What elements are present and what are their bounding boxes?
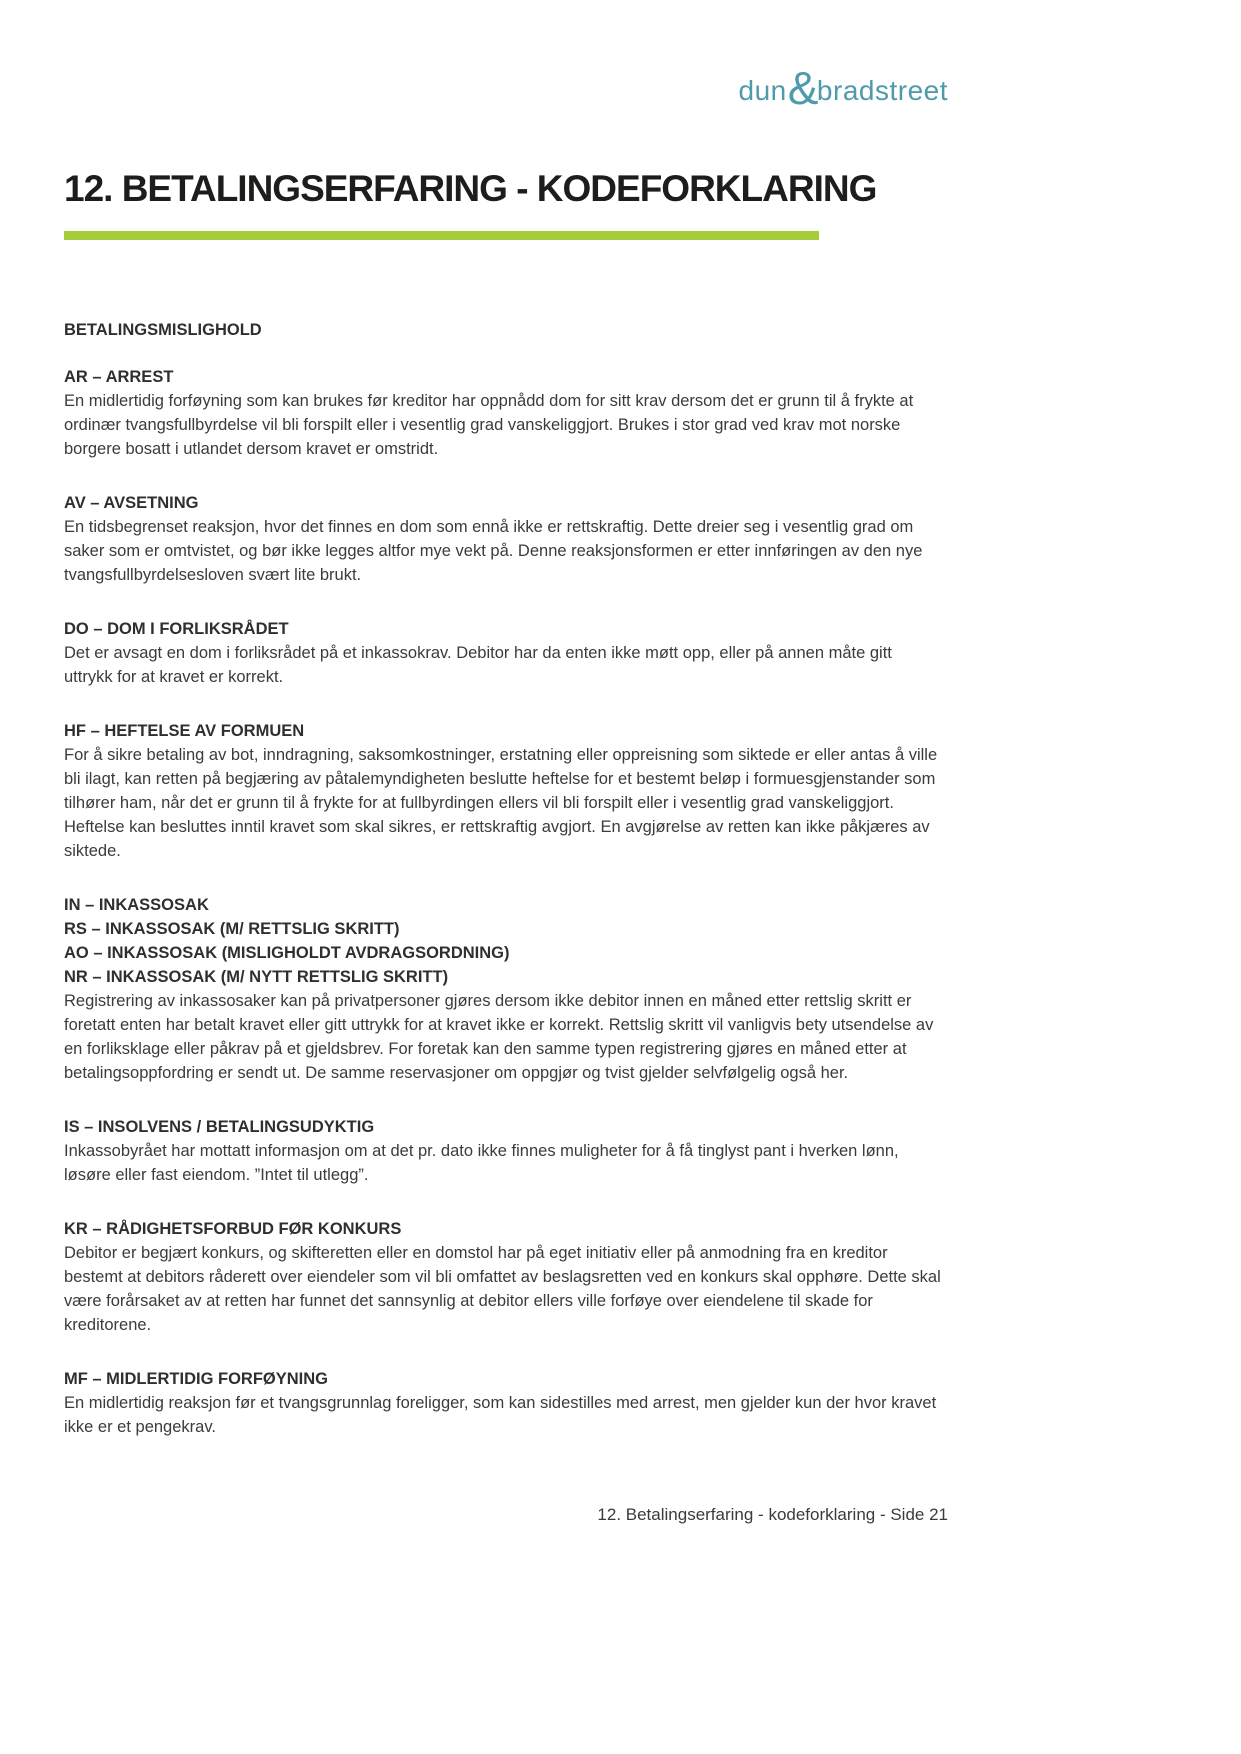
code-section-AV [64, 491, 942, 587]
section-heading: MF – MIDLERTIDIG FORFØYNING [64, 1370, 328, 1388]
section-heading: DO – DOM I FORLIKSRÅDET [64, 620, 289, 638]
logo-ampersand-icon: & [787, 62, 819, 114]
section-heading: RS – INKASSOSAK (M/ RETTSLIG SKRITT) [64, 920, 400, 938]
section-body: Inkassobyrået har mottatt informasjon om at det pr. dato ikke finnes muligheter for å få tinglyst pant i hverken lønn, løsøre eller fast eiendom. ”Intet til utlegg”. [64, 1142, 899, 1184]
code-section-MF [64, 1367, 942, 1439]
section-heading: AR – ARREST [64, 368, 174, 386]
section-heading: IN – INKASSOSAK [64, 896, 209, 914]
code-section-DO [64, 617, 942, 689]
logo-text-bradstreet: bradstreet [816, 75, 948, 106]
section-heading: AV – AVSETNING [64, 494, 199, 512]
code-section-KR [64, 1217, 942, 1337]
title-underline-bar [64, 231, 819, 240]
section-body: En tidsbegrenset reaksjon, hvor det finnes en dom som ennå ikke er rettskraftig. Dette dreier seg i vesentlig grad om saker som er omtvistet, og bør ikke legges altfor mye vekt på. Denne reaksjonsformen er etter innføringen av den nye tvangsfullbyrdelsesloven svært lite brukt. [64, 518, 923, 584]
section-body: Det er avsagt en dom i forliksrådet på et inkassokrav. Debitor har da enten ikke møtt opp, eller på annen måte gitt uttrykk for at kravet er korrekt. [64, 644, 892, 686]
document-body [64, 318, 942, 1469]
dun-bradstreet-logo [738, 62, 948, 114]
section-body: En midlertidig reaksjon før et tvangsgrunnlag foreligger, som kan sidestilles med arrest, men gjelder kun der hvor kravet ikke er et pengekrav. [64, 1394, 937, 1436]
section-body: Registrering av inkassosaker kan på privatpersoner gjøres dersom ikke debitor innen en måned etter rettslig skritt er foretatt enten har betalt kravet eller gitt uttrykk for at kravet ikke er korrekt. Rettslig skritt vil vanligvis bety utsendelse av en forliksklage eller påkrav på et gjeldsbrev. For foretak kan den samme typen registrering gjøres en måned etter at betalingsoppfordring er sendt ut. De samme reservasjoner om oppgjør og tvist gjelder selvfølgelig også her. [64, 992, 934, 1082]
logo-text-dun: dun [738, 75, 787, 106]
code-section-IS [64, 1115, 942, 1187]
section-body: En midlertidig forføyning som kan brukes før kreditor har oppnådd dom for sitt krav dersom det er grunn til å frykte at ordinær tvangsfullbyrdelse vil bli forspilt eller i vesentlig grad vanskeliggjort. Brukes i stor grad ved krav mot norske borgere bosatt i utlandet dersom kravet er omstridt. [64, 392, 914, 458]
page-title: 12. BETALINGSERFARING - KODEFORKLARING [64, 168, 877, 209]
section-heading: KR – RÅDIGHETSFORBUD FØR KONKURS [64, 1220, 402, 1238]
section-heading: AO – INKASSOSAK (MISLIGHOLDT AVDRAGSORDNING) [64, 944, 510, 962]
code-section-HF [64, 719, 942, 863]
code-section-IN-RS-AO-NR [64, 893, 942, 1085]
section-heading: NR – INKASSOSAK (M/ NYTT RETTSLIG SKRITT) [64, 968, 449, 986]
page-footer: 12. Betalingserfaring - kodeforklaring - Side 21 [597, 1505, 948, 1524]
section-heading: IS – INSOLVENS / BETALINGSUDYKTIG [64, 1118, 375, 1136]
code-section-AR [64, 365, 942, 461]
section-body: Debitor er begjært konkurs, og skifteretten eller en domstol har på eget initiativ eller på anmodning fra en kreditor bestemt at debitors råderett over eiendeler som vil bli omfattet av beslagsretten ved en konkurs skal opphøre. Dette skal være forårsaket av at retten har funnet det sannsynlig at debitor ellers ville forføye over eiendelene til skade for kreditorene. [64, 1244, 941, 1334]
section-body: For å sikre betaling av bot, inndragning, saksomkostninger, erstatning eller oppreisning som siktede er eller antas å ville bli ilagt, kan retten på begjæring av påtalemyndigheten beslutte heftelse for et bestemt beløp i formuesgjenstander som tilhører ham, når det er grunn til å frykte for at fullbyrdingen ellers vil bli forspilt eller i vesentlig grad vanskeliggjort. Heftelse kan besluttes inntil kravet som skal sikres, er rettskraftig avgjort. En avgjørelse av retten kan ikke påkjæres av siktede. [64, 746, 938, 860]
section-heading: HF – HEFTELSE AV FORMUEN [64, 722, 305, 740]
category-heading: BETALINGSMISLIGHOLD [64, 321, 262, 339]
sections-container [64, 365, 942, 1439]
